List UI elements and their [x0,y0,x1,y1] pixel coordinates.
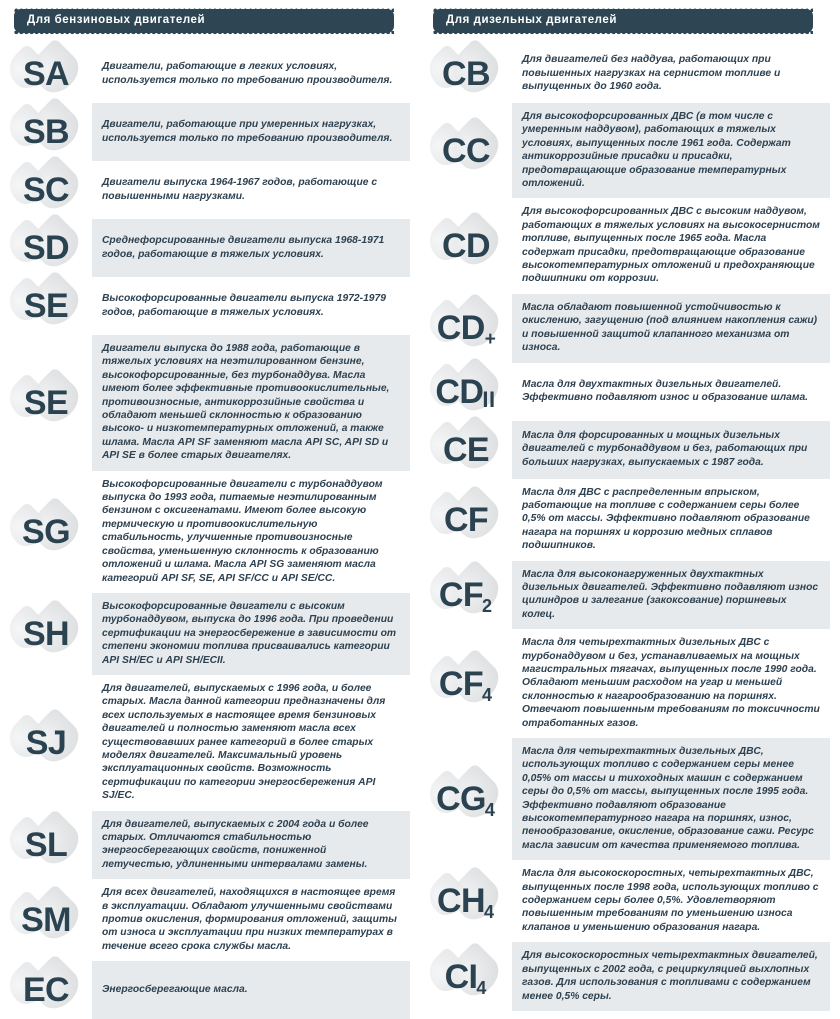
classification-row [0,811,420,880]
classification-row [420,942,840,1011]
badge-inner [427,491,505,549]
badge-inner [427,299,505,357]
class-description-text: Высокофорсированные двигатели с турбонаддувом выпуска до 1993 года, питаемые неэтилированным бензином с оксигенатами. Имеют более высокую термическую и противоокислительную стабильность, улучшенные противоизносные свойства, уменьшенную склонность к образованию отложений и шлама. Масла API SG заменяют масла категорий API SF, SE, API SF/CC и API SE/CC. [102,478,383,584]
classification-row [0,219,420,277]
classification-row [420,860,840,942]
column-diesel [420,0,840,1002]
class-code-label: SE [23,287,69,325]
classification-row [0,471,420,593]
class-badge [420,491,512,549]
class-description [92,675,410,811]
class-code-label: SE [23,383,69,422]
class-badge [0,374,92,432]
class-description-text: Для двигателей без наддува, работающих при повышенных нагрузках на сернистом топливе и выпущенных до 1960 года. [522,54,781,93]
class-description-text: Для всех двигателей, находящихся в настоящее время в эксплуатации. Обладают улучшенными свойствами против окисления, формирования отложений, защиты от износа и эксплуатации при низких температурах в течение всего срока службы масла. [102,887,397,952]
badge-inner [427,872,505,930]
class-description [512,738,830,860]
header-scallop-bottom-icon [433,31,813,37]
class-description [512,294,830,363]
classification-row [420,738,840,860]
class-description [92,45,410,103]
class-badge [420,655,512,713]
classification-row [420,561,840,630]
class-description-text: Среднефорсированные двигатели выпуска 1968-1971 годов, работающие в тяжелых условиях. [102,235,385,260]
class-description [92,879,410,961]
badge-inner [427,948,505,1006]
class-description [512,942,830,1011]
badge-inner [427,363,505,421]
class-badge [0,714,92,772]
class-badge [420,299,512,357]
classification-row [420,363,840,421]
class-description-text: Масла для четырехтактных дизельных ДВС, использующих топливо с содержанием серы менее 0,05% от массы и тихоходных машин с содержанием серы до 0,5% от массы, выпущенных после 1995 года. Эффективно подавляют образование высокотемпературного нагара на поршнях, износ, пенообразование, окисление, образование сажи. Ресурс масла зависим от качества применяемого топлива. [522,746,814,851]
class-code-label: CB [442,55,490,93]
class-description-text: Масла для четырехтактных дизельных ДВС с турбонаддувом и без, устанавливаемых на мощных магистральных тягачах, выпущенных после 1990 года. Обладают меньшим расходом на угар и меньшей склонностью к нагарообразованию на поршнях. Отвечают повышенным требованиям по токсичности отработанных газов. [522,637,820,729]
class-code-label: SD [22,229,70,267]
class-code-suffix: 4 [476,977,487,998]
rows-diesel [420,45,840,1011]
class-code-suffix: 4 [483,902,494,923]
badge-inner [7,374,85,432]
classification-row [0,103,420,161]
class-description-text: Масла для форсированных и мощных дизельных двигателей с турбонаддувом и без, работающих при больших нагрузках, выпускаемых с 1987 года. [522,429,808,468]
class-code-label: CD+ [436,309,496,351]
badge-inner [427,770,505,828]
classification-row [0,961,420,1019]
classification-row [420,479,840,561]
column-header-petrol [14,9,394,35]
class-code-label: CDII [435,372,496,412]
badge-inner [7,219,85,277]
class-badge [0,961,92,1019]
class-badge [0,103,92,161]
badge-inner [7,605,85,663]
class-description-text: Высокофорсированные двигатели выпуска 1972-1979 годов, работающие в тяжелых условиях. [102,293,386,318]
header-label-diesel: Для дизельных двигателей [446,14,617,27]
classification-row [0,277,420,335]
class-code-label: CE [442,430,490,469]
class-code-label: CD [442,227,490,266]
class-code-label: SM [21,901,71,940]
class-code-label: CF [443,500,489,539]
class-description-text: Энергосберегающие масла. [102,984,248,996]
class-description-text: Двигатели, работающие при умеренных нагрузках, используется только по требованию производителя. [102,119,393,144]
badge-inner [427,217,505,275]
column-petrol [0,0,420,1010]
class-code-label: SC [22,171,70,209]
class-badge [0,161,92,219]
classification-row [420,629,840,738]
class-description-text: Масла для двухтактных дизельных двигателей. Эффективно подавляют износ и образование шлама. [522,378,809,403]
badge-inner [7,891,85,949]
rows-petrol [0,45,420,1019]
class-description [92,593,410,675]
badge-inner [7,161,85,219]
badge-inner [427,421,505,479]
classification-row [0,675,420,811]
class-code-label: CG4 [436,780,495,821]
class-code-label: SJ [25,723,67,762]
class-description-text: Масла для высоконагруженных двухтактных дизельных двигателей. Эффективно подавляют износ цилиндров и залегание (закоксование) поршневых колец. [522,568,819,620]
class-code-label: SL [24,825,68,864]
class-description [512,198,830,293]
class-description [512,860,830,942]
class-description-text: Высокофорсированные двигатели с высоким турбонаддувом, выпуска до 1996 года. При проведении сертификации на энергосбережение в зависимости от степени экономии топлива присваивались категории API SH/EC и API SH/ECII. [102,600,397,666]
class-description-text: Масла обладают повышенной устойчивостью к окислению, загущению (под влиянием накопления сажи) и повышенной защитой клапанного механизма от износа. [522,301,818,354]
header-banner-diesel [433,9,813,33]
class-code-label: CF2 [438,575,493,616]
badge-inner [7,714,85,772]
badge-inner [7,45,85,103]
class-code-suffix: 4 [482,684,493,705]
class-description [92,161,410,219]
class-badge [420,363,512,421]
class-badge [0,277,92,335]
class-code-label: SH [22,614,70,653]
class-badge [420,217,512,275]
class-description [92,811,410,880]
class-badge [0,891,92,949]
classification-row [420,103,840,198]
class-description-text: Для высокофорсированных ДВС с высоким наддувом, работающих в тяжелых условиях на высокосернистом топливе, выпущенных после 1965 года. Масла содержат присадки, предотвращающие образование высокотемпературных отложений и предохраняющие подшипники от коррозии. [522,206,820,285]
class-code-label: EC [22,971,70,1010]
class-badge [420,948,512,1006]
classification-row [420,294,840,363]
class-description [92,103,410,161]
class-code-suffix: II [482,386,496,412]
class-code-label: SB [22,113,70,151]
badge-inner [427,566,505,624]
classification-row [0,593,420,675]
badge-inner [427,122,505,180]
class-description-text: Для высокоскоростных четырехтактных двигателей, выпущенных с 2002 года, с рециркуляцией выхлопных газов. Для использования с топливами с содержанием менее 0,5% серы. [522,950,818,1002]
badge-inner [7,816,85,874]
class-description-text: Масла для высокоскоростных, четырехтактных ДВС, выпущенных после 1998 года, использующих топливо с содержанием серы более 0,5%. Удовлетворяют повышенным требованиям по уменьшению износа клапанов и уменьшению образования нагара. [522,868,819,933]
class-description [92,335,410,471]
class-description-text: Двигатели, работающие в легких условиях, используется только по требованию производителя. [102,61,393,86]
class-description-text: Для двигателей, выпускаемых с 2004 года и более старых. Отличаются стабильностью энергосберегающих свойств, пониженной летучестью, удлиненными интервалами замены. [102,818,369,870]
class-description [512,421,830,479]
class-description-text: Масла для ДВС с распределенным впрыском, работающие на топливе с содержанием серы более 0,5% от массы. Эффективно подавляют образование нагара на поршнях и коррозию медных сплавов подшипников. [522,486,810,552]
class-badge [0,503,92,561]
badge-inner [7,503,85,561]
class-code-label: SG [22,512,70,551]
header-scallop-bottom-icon [14,31,394,37]
class-description [512,561,830,630]
class-badge [0,816,92,874]
class-description [512,629,830,738]
badge-inner [7,961,85,1019]
class-description [92,961,410,1019]
class-description [512,363,830,421]
class-description-text: Двигатели выпуска до 1988 года, работающие в тяжелых условиях на неэтилированном бензине, высокофорсированные, без турбонаддува. Масла имеют более эффективные противоокислительные, противоизносные, антикоррозийные свойства и обладают меньшей склонностью к образованию высоко- и низкотемпературных отложений, а также шлама. Масла API SF заменяют масла API SC, API SD и API SE в более старых двигателях. [102,343,390,462]
classification-row [0,45,420,103]
class-code-suffix: 4 [484,800,495,821]
header-label-petrol: Для бензиновых двигателей [27,14,206,27]
class-badge [420,421,512,479]
classification-row [420,45,840,103]
class-description-text: Двигатели выпуска 1964-1967 годов, работающие с повышенными нагрузками. [102,177,378,202]
header-banner-petrol [14,9,394,33]
class-description [512,479,830,561]
badge-inner [427,45,505,103]
class-badge [420,122,512,180]
class-code-label: CH4 [437,882,494,923]
classification-row [0,335,420,471]
class-badge [420,566,512,624]
class-code-label: CF4 [438,664,493,705]
class-description [92,471,410,593]
class-code-suffix: 2 [482,595,493,616]
classification-row [420,198,840,293]
class-badge [420,770,512,828]
class-badge [0,219,92,277]
class-description [92,219,410,277]
class-badge [0,45,92,103]
class-badge [0,605,92,663]
class-code-label: CI4 [444,957,487,998]
badge-inner [7,103,85,161]
class-description [92,277,410,335]
classification-row [0,161,420,219]
class-description [512,103,830,198]
badge-inner [427,655,505,713]
class-badge [420,872,512,930]
classification-row [0,879,420,961]
column-header-diesel [433,9,813,35]
class-code-suffix: + [484,329,496,351]
class-badge [420,45,512,103]
class-code-label: SA [22,55,70,93]
class-code-label: CC [442,131,490,170]
class-description-text: Для высокофорсированных ДВС (в том числе с умеренным наддувом), работающих в тяжелых условиях, выпущенных после 1961 года. Содержат антикоррозийные присадки и присадки, предотвращающие образование температурных отложений. [522,111,791,190]
classification-row [420,421,840,479]
class-description [512,45,830,103]
class-description-text: Для двигателей, выпускаемых с 1996 года, и более старых. Масла данной категории предназначены для всех используемых в настоящее время бензиновых двигателей и полностью заменяют масла всех существовавших ранее категорий в более старых моделях двигателей. Максимальный уровень эксплуатационных свойств. Возможность сертификации по категории энергосбережения API SJ/EC. [102,682,386,802]
badge-inner [7,277,85,335]
